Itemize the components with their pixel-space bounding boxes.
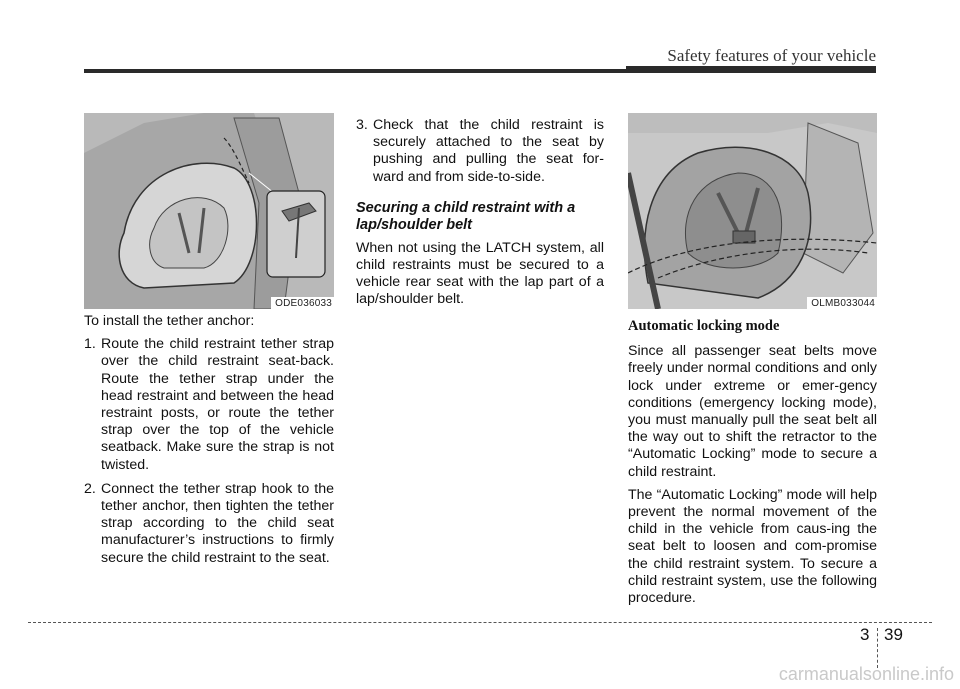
step-text: Check that the child restraint is securely attached to the seat by pushing and pulling the seat for-ward and from side-to-side. bbox=[373, 117, 604, 185]
paragraph: The “Automatic Locking” mode will help prevent the normal movement of the child in the vehicle from caus-ing the seat belt to loosen and com-promise the child restraint system. To secure a child restraint system, use the following procedure. bbox=[628, 486, 877, 607]
column-right bbox=[628, 316, 877, 613]
child-seat-belt-drawing bbox=[628, 113, 877, 309]
section-body: When not using the LATCH system, all child restraints must be secured to a vehicle rear seat with the lap part of a lap/shoulder belt. bbox=[356, 239, 604, 308]
page-number-separator bbox=[877, 628, 878, 668]
watermark: carmanualsonline.info bbox=[778, 664, 954, 684]
lap-shoulder-belt-illustration bbox=[628, 113, 877, 309]
step-number: 2. bbox=[84, 480, 96, 497]
steps-list bbox=[84, 336, 334, 567]
header-rule-accent bbox=[626, 66, 876, 73]
step-number: 1. bbox=[84, 336, 96, 353]
figure-code-left: ODE036033 bbox=[271, 297, 334, 309]
list-item bbox=[84, 481, 334, 567]
steps-list-continued bbox=[356, 117, 604, 186]
list-item bbox=[84, 336, 334, 474]
tether-anchor-illustration bbox=[84, 113, 334, 309]
car-seat-tether-drawing bbox=[84, 113, 334, 309]
column-middle bbox=[356, 117, 604, 315]
intro-text: To install the tether anchor: bbox=[84, 313, 255, 329]
figure-code-right: OLMB033044 bbox=[807, 297, 877, 309]
step-number: 3. bbox=[356, 117, 368, 133]
step-text: Route the child restraint tether strap over the child restraint seat-back. Route the tether strap under the head restraint and between the head restraint posts, or route the tether strap over the top of the vehicle seatback. Make sure the strap is not twisted. bbox=[101, 336, 334, 473]
section-subheading: Securing a child restraint with a lap/shoulder belt bbox=[356, 199, 576, 233]
paragraph: Since all passenger seat belts move freely under normal conditions and only lock under extreme or emer-gency conditions (emergency locking mode), you must manually pull the seat belt all the way out to shift the retractor to the “Automatic Locking” mode to secure a child restraint. bbox=[628, 343, 877, 480]
footer-rule bbox=[28, 622, 932, 623]
column-left bbox=[84, 313, 334, 574]
page-number: 39 bbox=[884, 625, 903, 644]
list-item bbox=[356, 117, 604, 186]
running-header: Safety features of your vehicle bbox=[667, 46, 876, 65]
step-text: Connect the tether strap hook to the tether anchor, then tighten the tether strap according to the child seat manufacturer’s instructions to firmly secure the child restraint to the seat. bbox=[101, 480, 334, 566]
section-subheading: Automatic locking mode bbox=[628, 318, 780, 334]
chapter-number: 3 bbox=[860, 625, 870, 644]
